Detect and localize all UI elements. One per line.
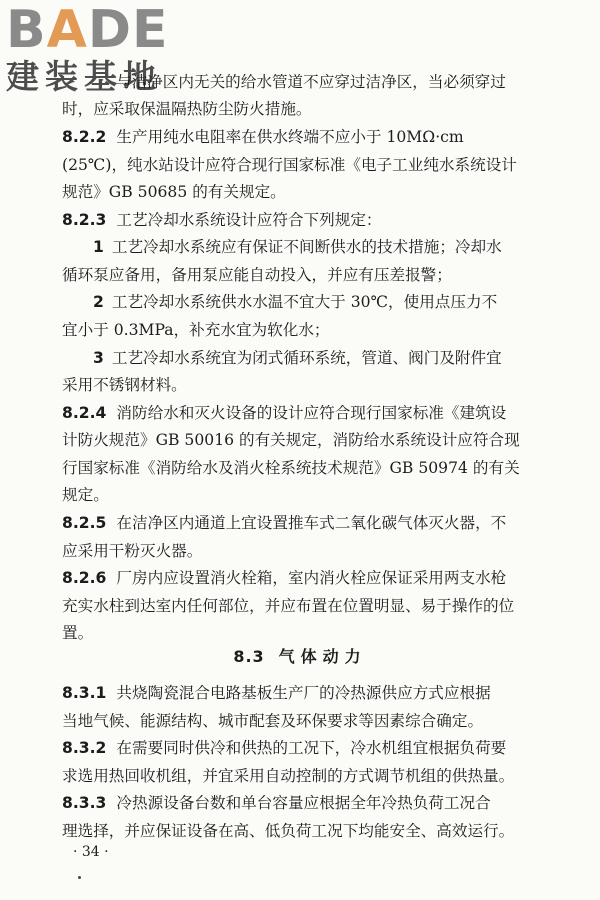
text-line: 消防给水和灭火设备的设计应符合现行国家标准《建筑设 (116, 404, 507, 422)
item-number: 2 (93, 293, 104, 311)
clause-8-2-4 (62, 403, 506, 423)
text-line: 规定。 (62, 486, 109, 504)
list-item (93, 292, 497, 312)
clause-number: 8.2.4 (62, 404, 107, 422)
text-line: 工艺冷却水系统宜为闭式循环系统，管道、阀门及附件宜 (111, 349, 502, 367)
clause-8-2-2 (62, 127, 464, 147)
clause-8-2-3 (62, 210, 382, 230)
text-line: 在洁净区内通道上宜设置推车式二氧化碳气体灭火器，不 (116, 514, 507, 532)
text-line: 工艺冷却水系统供水水温不宜大于 30℃，使用点压力不 (111, 293, 498, 311)
text-line: 工艺冷却水系统应有保证不间断供水的技术措施；冷却水 (111, 238, 502, 256)
logo-subtitle: 建装基地 (6, 57, 162, 96)
text-line: 当地气候、能源结构、城市配套及环保要求等因素综合确定。 (62, 712, 484, 730)
text-line: 生产用纯水电阻率在供水终端不应小于 10MΩ·cm (116, 128, 464, 146)
text-line: 与洁净区内无关的给水管道不应穿过洁净区，当必须穿过 (116, 73, 506, 91)
clause-number: 8.2.5 (62, 514, 107, 532)
list-item (93, 237, 502, 257)
clause-number: 8.3.2 (62, 739, 107, 757)
logo-brand: BADE (6, 0, 169, 60)
page-number: · 34 · (73, 844, 109, 860)
clause-8-3-1 (62, 683, 491, 703)
text-line: 理选择，并应保证设备在高、低负荷工况下均能安全、高效运行。 (62, 822, 515, 840)
text-line: 工艺冷却水系统设计应符合下列规定： (116, 211, 382, 229)
text-line: 共烧陶瓷混合电路基板生产厂的冷热源供应方式应根据 (116, 684, 491, 702)
clause-number: 8.2.2 (62, 128, 107, 146)
item-number: 1 (93, 238, 104, 256)
text-line: 行国家标准《消防给水及消火栓系统技术规范》GB 50974 的有关 (62, 459, 520, 477)
text-line: 求选用热回收机组，并宜采用自动控制的方式调节机组的供热量。 (62, 767, 515, 785)
item-number: 3 (93, 349, 104, 367)
section-title: 气体动力 (278, 647, 367, 666)
text-line: (25℃)，纯水站设计应符合现行国家标准《电子工业纯水系统设计 (62, 156, 517, 174)
clause-number: 8.2.3 (62, 211, 107, 229)
clause-number: 8.3.3 (62, 794, 107, 812)
clause-8-2-6 (62, 568, 506, 588)
text-line: 置。 (62, 624, 94, 642)
text-line: 计防火规范》GB 50016 的有关规定，消防给水系统设计应符合现 (62, 431, 520, 449)
clause-8-3-3 (62, 793, 491, 813)
text-line: 冷热源设备台数和单台容量应根据全年冷热负荷工况合 (116, 794, 491, 812)
text-line: 宜小于 0.3MPa，补充水宜为软化水； (62, 321, 330, 339)
text-line: 时，应采取保温隔热防尘防火措施。 (62, 100, 312, 118)
text-line: 采用不锈钢材料。 (62, 376, 187, 394)
clause-8-2-5 (62, 513, 506, 533)
clause-number: 8.3.1 (62, 684, 107, 702)
text-line: 循环泵应备用，备用泵应能自动投入，并应有压差报警； (62, 266, 452, 284)
list-item (93, 348, 502, 368)
clause-number: 8.2.6 (62, 569, 107, 587)
scan-speck (78, 876, 81, 879)
text-line: 应采用干粉灭火器。 (62, 542, 203, 560)
text-line: 厂房内应设置消火栓箱，室内消火栓应保证采用两支水枪 (116, 569, 507, 587)
text-line: 充实水柱到达室内任何部位，并应布置在位置明显、易于操作的位 (62, 597, 515, 615)
text-line: 规范》GB 50685 的有关规定。 (62, 183, 286, 201)
clause-8-3-2 (62, 738, 506, 758)
section-number: 8.3 (233, 647, 265, 666)
section-heading (0, 646, 600, 668)
text-line: 在需要同时供冷和供热的工况下，冷水机组宜根据负荷要 (116, 739, 507, 757)
